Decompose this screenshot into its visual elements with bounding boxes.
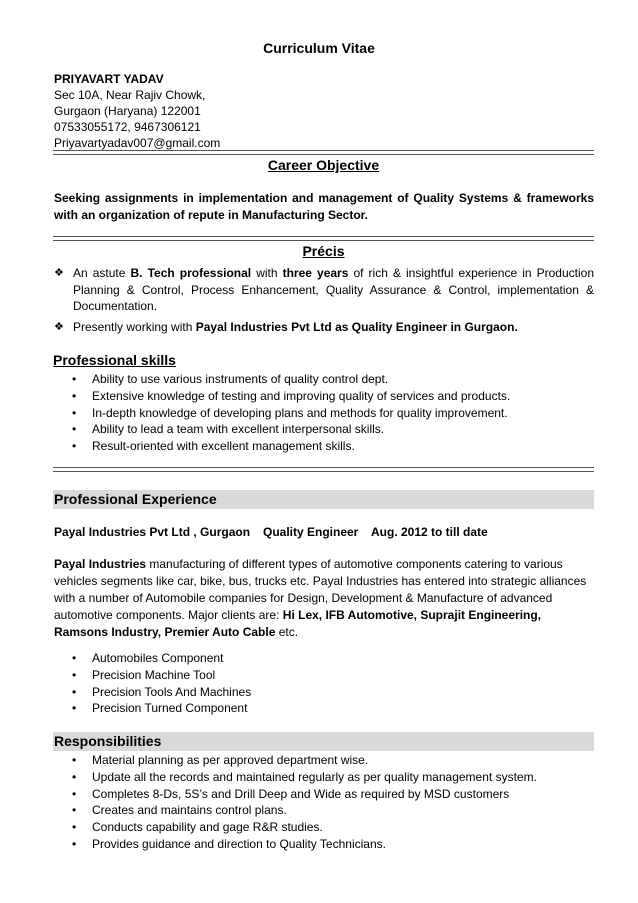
responsibility-text: Completes 8-Ds, 5S’s and Drill Deep and Wide as required by MSD customers [92, 786, 510, 801]
product-text: Automobiles Component [92, 651, 224, 665]
skill-text: In-depth knowledge of developing plans and methods for quality improvement. [92, 405, 508, 420]
address-line-1: Sec 10A, Near Rajiv Chowk, [54, 88, 206, 102]
precis-bold: Payal Industries Pvt Ltd as Quality Engineer in Gurgaon. [195, 319, 518, 334]
precis-bold: B. Tech professional [130, 266, 252, 280]
list-item [54, 265, 594, 315]
company-description [54, 556, 594, 641]
list-item [72, 700, 592, 717]
list-item [72, 371, 592, 388]
phone-line [54, 119, 220, 135]
responsibility-text: Creates and maintains control plans. [92, 803, 287, 818]
list-item [72, 836, 592, 853]
list-item [72, 786, 592, 803]
list-item [72, 752, 592, 769]
list-item [72, 438, 592, 455]
skill-text: Ability to lead a team with excellent interpersonal skills. [92, 422, 385, 437]
bullet-icon: • [72, 651, 77, 665]
bullet-icon: • [72, 836, 77, 851]
contact-block [54, 71, 220, 151]
responsibility-text: Update all the records and maintained regularly as per quality management system. [92, 769, 537, 784]
list-item [72, 769, 592, 786]
career-objective-text: Seeking assignments in implementation and management of Quality Systems & frameworks with an organization of repute in Manufacturing Sector. [54, 191, 594, 222]
bullet-icon: • [72, 684, 77, 699]
bullet-icon: • [72, 753, 77, 767]
section-divider [53, 150, 594, 155]
precis-text: of rich & insightful experience in Production Planning & Control, Process Enhancement, Quality Assurance & Control, implementation & Documentation. [73, 266, 594, 313]
address-line-2: Gurgaon (Haryana) 122001 [54, 104, 201, 118]
bullet-icon: • [72, 405, 77, 420]
bullet-icon: • [72, 667, 77, 682]
list-item [72, 405, 592, 422]
skill-text: Extensive knowledge of testing and improving quality of services and products. [92, 388, 511, 403]
product-text: Precision Tools And Machines [92, 684, 252, 699]
company-name: Payal Industries Pvt Ltd , Gurgaon [54, 525, 251, 539]
heading-text: Responsibilities [54, 733, 162, 749]
precis-heading: Précis [302, 243, 345, 259]
job-period: Aug. 2012 to till date [371, 525, 488, 539]
candidate-name: PRIYAVART YADAV [54, 72, 164, 86]
precis-list [54, 265, 594, 339]
email-address: Priyavartyadav007@gmail.com [54, 136, 221, 150]
diamond-bullet-icon: ❖ [54, 320, 64, 333]
desc-text: manufacturing of different types of automotive components catering to various vehicles segments like car, bike, bus, trucks etc. Payal Industries has entered into strategic alliances with a number of Automobile companies for Design, Development & Manufacture of advanced automotive components. Major clients are: [54, 557, 587, 622]
list-item [72, 421, 592, 438]
product-text: Precision Turned Component [92, 701, 248, 716]
list-item [54, 319, 594, 336]
bullet-icon: • [72, 388, 77, 403]
bullet-icon: • [72, 786, 77, 801]
list-item [72, 684, 592, 701]
job-role: Quality Engineer [263, 525, 359, 539]
professional-experience-heading [53, 490, 594, 509]
list-item [72, 819, 592, 836]
bullet-icon: • [72, 803, 77, 818]
responsibility-text: Conducts capability and gage R&R studies. [92, 820, 323, 835]
precis-text: An astute [73, 266, 131, 280]
section-divider [53, 467, 594, 472]
heading-text: Professional Experience [54, 491, 217, 507]
precis-bold: three years [282, 266, 349, 280]
list-item [72, 650, 592, 667]
career-objective-heading: Career Objective [267, 157, 380, 173]
email-line [54, 135, 220, 151]
skill-text: Result-oriented with excellent management skills. [92, 439, 355, 454]
precis-text: with [251, 266, 283, 280]
list-item [72, 802, 592, 819]
desc-bold: Payal Industries [54, 557, 147, 571]
bullet-icon: • [72, 701, 77, 716]
skill-text: Ability to use various instruments of quality control dept. [92, 372, 389, 386]
responsibilities-list [72, 752, 592, 853]
responsibility-text: Material planning as per approved department wise. [92, 753, 369, 767]
bullet-icon: • [72, 820, 77, 835]
document-title: Curriculum Vitae [263, 40, 375, 56]
section-divider [53, 236, 594, 241]
products-list [72, 650, 592, 717]
bullet-icon: • [72, 422, 77, 437]
desc-bold: Hi Lex, IFB Automotive, Suprajit Engineering, Ramsons Industry, Premier Auto Cable [54, 608, 542, 639]
phone-numbers: 07533055172, 9467306121 [54, 120, 201, 134]
responsibilities-heading [53, 732, 594, 751]
responsibility-text: Provides guidance and direction to Quality Technicians. [92, 836, 386, 851]
diamond-bullet-icon: ❖ [54, 267, 64, 279]
list-item [72, 667, 592, 684]
bullet-icon: • [72, 769, 77, 784]
list-item [72, 388, 592, 405]
desc-text: etc. [275, 625, 299, 639]
product-text: Precision Machine Tool [92, 667, 216, 682]
skills-list [72, 371, 592, 455]
professional-skills-heading: Professional skills [53, 352, 176, 368]
precis-text: Presently working with [73, 319, 196, 334]
bullet-icon: • [72, 439, 77, 454]
bullet-icon: • [72, 372, 77, 386]
